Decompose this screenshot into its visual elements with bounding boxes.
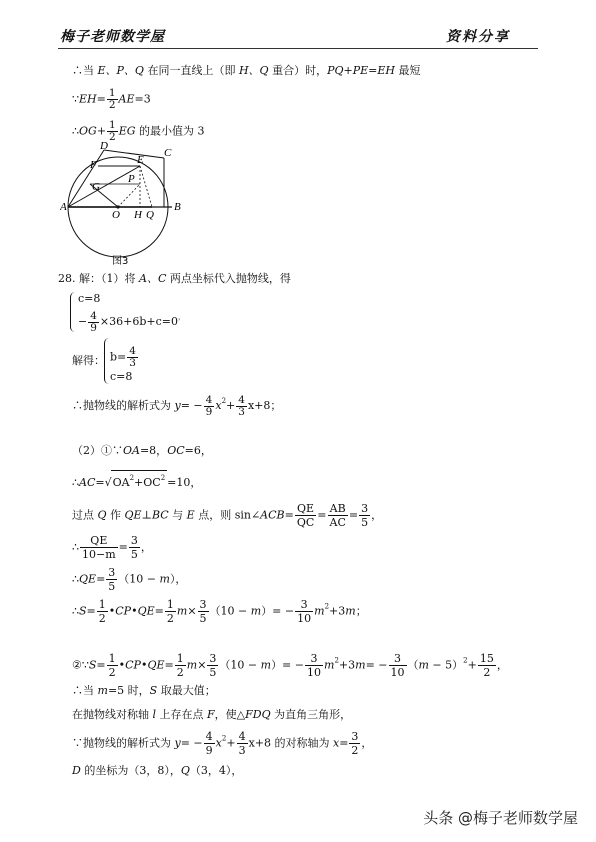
system-brace [70, 292, 75, 332]
part2-line-4: ∴ $\frac{QE}{10-m}$ = $\frac{3}{5}$ ， [72, 534, 152, 561]
system-eq-1: c=8 [78, 292, 101, 305]
label-h: H [134, 209, 142, 221]
page-header [58, 22, 538, 49]
parabola-line: ∴抛物线的解析式为 y= − $\frac{4}{9}$ $x^2+$ $\frac{4}{3}$ x+8； [72, 393, 282, 418]
text-line-2: ∵EH= $\frac{1}{2}$ AE=3 [72, 87, 151, 111]
segment-ad [68, 150, 104, 207]
part2-line-1: （2）①∵OA=8，OC=6， [72, 444, 212, 457]
question-28-line: 28. 解：（1）将 A、C 两点坐标代入抛物线，得 [58, 272, 291, 285]
text-line-3: ∴OG+ $\frac{1}{2}$ EG 的最小值为 3 [72, 119, 205, 143]
label-q: Q [146, 209, 154, 221]
label-f: F [90, 159, 97, 171]
figure-caption: 图3 [112, 256, 129, 267]
segment-op [118, 184, 140, 207]
solution-brace [104, 338, 109, 384]
segment-eq [140, 166, 152, 207]
label-b: B [174, 201, 181, 213]
label-a: A [60, 201, 67, 213]
label-p: P [128, 173, 135, 185]
part2-line-6: ∴S= $\frac{1}{2}$ •CP•QE= $\frac{1}{2}$ m× $\frac{3}{5}$ （10 − m）= − $\frac{3}{10}$ $m^2+3m$； [72, 598, 367, 625]
part2-line-5: ∴QE= $\frac{3}{5}$ （10 − m）， [72, 566, 187, 593]
label-c: C [164, 147, 172, 159]
watermark: 头条 @梅子老师数学屋 [423, 809, 578, 827]
solution-c: c=8 [110, 370, 133, 383]
geometry-figure [60, 138, 190, 268]
part2-line-11: D 的坐标为（3，8），Q（3，4）， [72, 764, 243, 777]
part2-line-9: 在抛物线对称轴 l 上存在点 F，使△FDQ 为直角三角形， [72, 708, 352, 721]
part2-line-8: ∴当 m=5 时，S 取最大值； [72, 684, 216, 697]
part2-line-10: ∵抛物线的解析式为 y= − $\frac{4}{9}$ $x^2+$ $\frac{4}{3}$ x+8 的对称轴为 x= $\frac{3}{2}$ ， [72, 730, 373, 757]
text-line-1: ∴当 E、P、Q 在同一直线上（即 H、Q 重合）时，PQ+PE=EH 最短 [72, 64, 421, 77]
header-left-title: 梅子老师数学屋 [60, 29, 165, 45]
system-eq-2: − $\frac{4}{9}$ ×36+6b+c=0， [78, 309, 185, 334]
label-g: G [92, 181, 100, 193]
part2-line-3: 过点 Q 作 QE⊥BC 与 E 点，则 sin∠ACB= $\frac{QE}{QC}$ = $\frac{AB}{AC}$ = $\frac{3}{5}$ ， [72, 502, 383, 529]
solve-label: 解得： [72, 354, 105, 367]
label-d: D [100, 140, 108, 152]
header-right-title: 资料分享 [446, 29, 510, 45]
label-o: O [112, 209, 120, 221]
solution-b: b= $\frac{4}{3}$ [110, 345, 136, 369]
part2-line-2: $\therefore AC=√OA^2+OC^2 =10$， [72, 470, 201, 490]
part2-line-7: ②∵S= $\frac{1}{2}$ •CP•QE= $\frac{1}{2}$ m× $\frac{3}{5}$ （10 − m）= − $\frac{3}{10}$ $m^2+3m=$ − $\frac{3}{10}$ $(m - 5)^2+$ $\frac{15}{2}$ ， [72, 652, 508, 679]
label-e: E [137, 154, 144, 166]
